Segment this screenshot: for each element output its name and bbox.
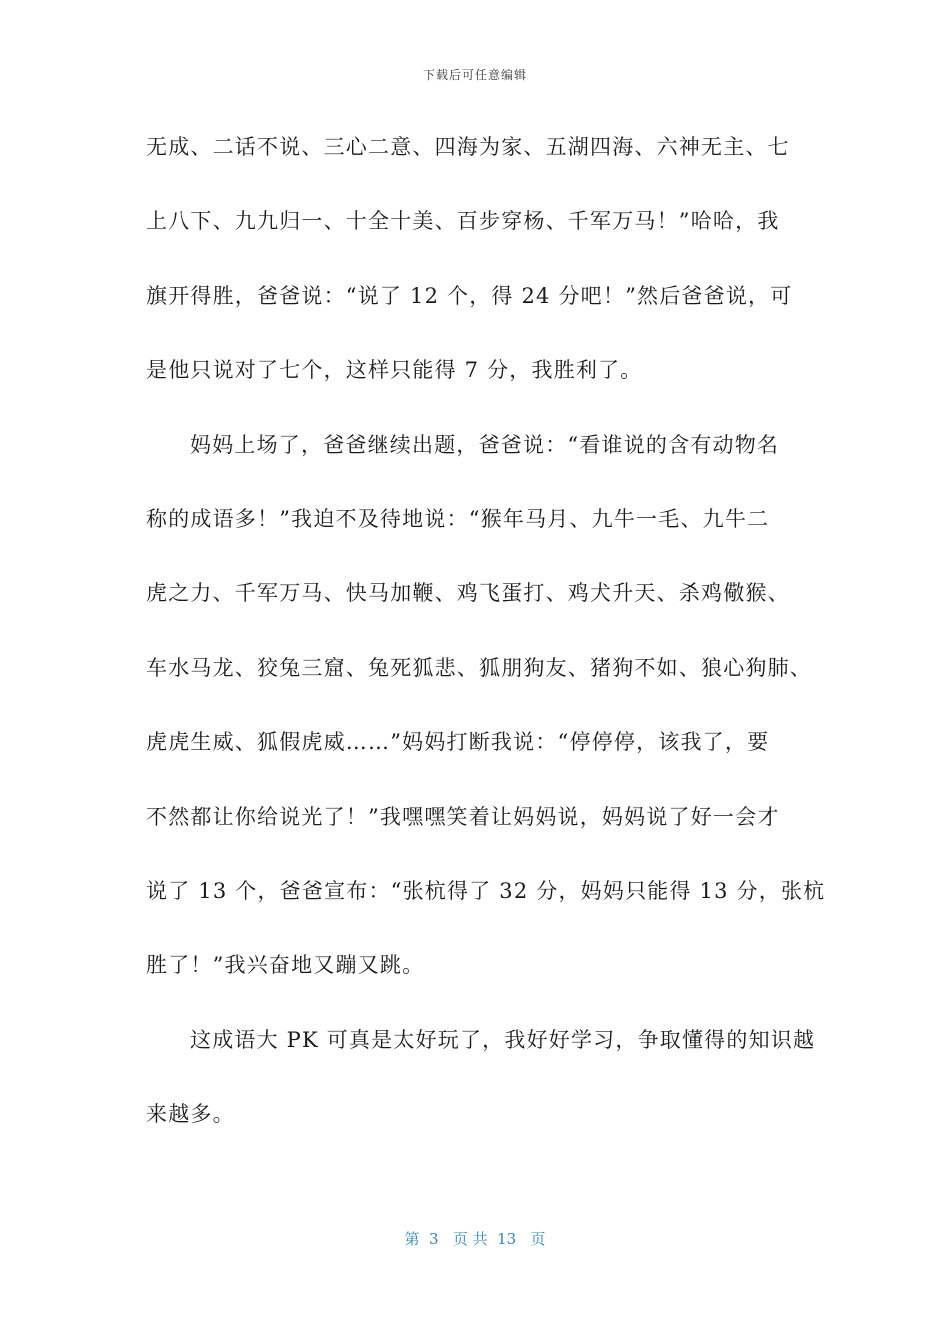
- text-line: 车水马龙、狡兔三窟、兔死狐悲、狐朋狗友、猪狗不如、狼心狗肺、: [146, 655, 812, 680]
- text-line: 说了 13 个，爸爸宣布：“张杭得了 32 分，妈妈只能得 13 分，张杭: [146, 878, 826, 903]
- text-line: 是他只说对了七个，这样只能得 7 分，我胜利了。: [146, 358, 643, 383]
- text-line: 来越多。: [146, 1102, 235, 1127]
- text-line: 上八下、九九归一、十全十美、百步穿杨、千军万马！”哈哈，我: [146, 209, 780, 234]
- page-header-note: 下载后可任意编辑: [422, 68, 527, 82]
- text-line: 虎虎生威、狐假虎威……”妈妈打断我说：“停停停，该我了，要: [146, 730, 770, 755]
- text-line: 旗开得胜，爸爸说：“说了 12 个，得 24 分吧！”然后爸爸说，可: [146, 283, 793, 308]
- page-number-footer: 第 3 页 共 13 页: [404, 1230, 546, 1248]
- paragraph-first-line: 这成语大 PK 可真是太好玩了，我好好学习，争取懂得的知识越: [190, 1027, 816, 1052]
- document-body: [146, 128, 826, 1169]
- text-line: 不然都让你给说光了！”我嘿嘿笑着让妈妈说，妈妈说了好一会才: [146, 804, 780, 829]
- text-line: 称的成语多！”我迫不及待地说：“猴年马月、九牛一毛、九牛二: [146, 506, 770, 531]
- text-line: 胜了！”我兴奋地又蹦又跳。: [146, 953, 425, 978]
- text-line: 无成、二话不说、三心二意、四海为家、五湖四海、六神无主、七: [146, 135, 790, 159]
- paragraph-first-line: 妈妈上场了，爸爸继续出题，爸爸说：“看谁说的含有动物名: [190, 432, 780, 457]
- text-line: 虎之力、千军万马、快马加鞭、鸡飞蛋打、鸡犬升天、杀鸡儆猴、: [146, 581, 790, 606]
